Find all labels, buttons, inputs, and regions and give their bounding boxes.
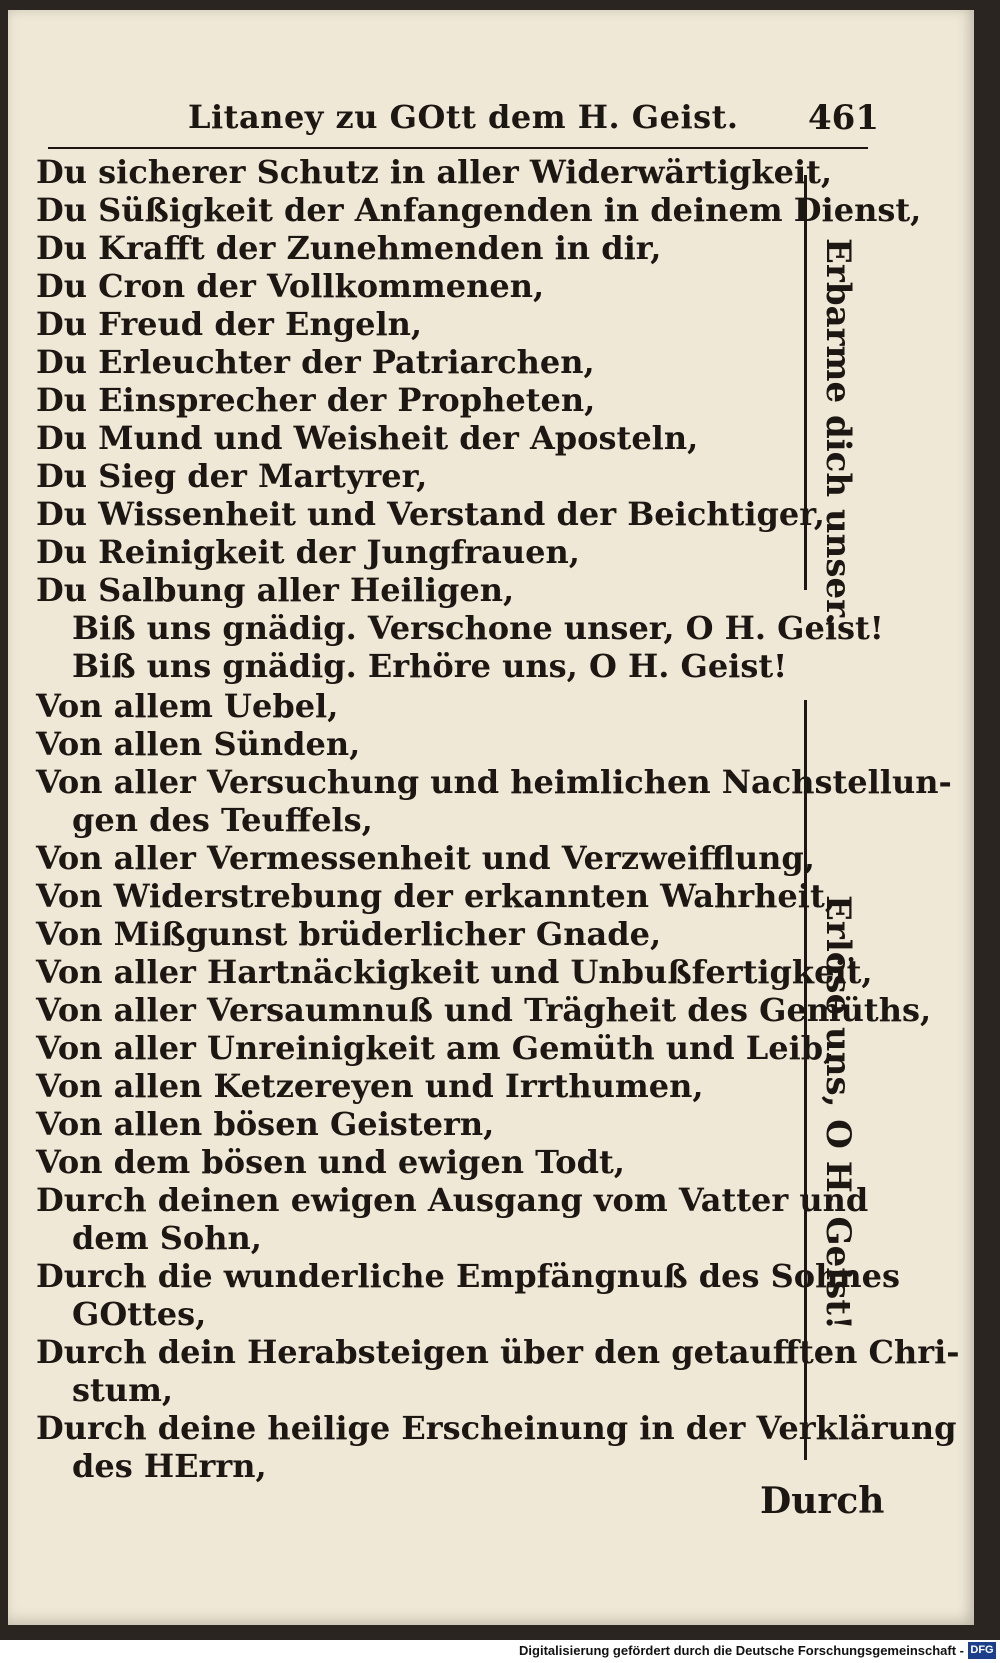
litany-line: Du Krafft der Zunehmenden in dir, [36, 229, 662, 267]
litany-line: Du Sieg der Martyrer, [36, 457, 428, 495]
litany-line: Du Wissenheit und Verstand der Beichtiger, [36, 495, 825, 533]
litany-line: Du Salbung aller Heiligen, [36, 571, 515, 609]
litany-line: Du Erleuchter der Patriarchen, [36, 343, 595, 381]
catchword: Durch [760, 1480, 885, 1522]
response-line: Biß uns gnädig. Erhöre uns, O H. Geist! [72, 647, 788, 685]
litany-line: Von allen Sünden, [36, 725, 361, 763]
side-response-2: Erlöse uns, O H. Geist! [818, 895, 858, 1330]
page-number: 461 [808, 98, 879, 138]
brace-section2 [804, 700, 807, 1460]
litany-line: Von aller Hartnäckigkeit und Unbußfertigkeit, [36, 953, 873, 991]
litany-line: Von aller Vermessenheit und Verzweifflung, [36, 839, 815, 877]
litany-line: gen des Teuffels, [72, 801, 373, 839]
litany-line: Von aller Versuchung und heimlichen Nachstellun- [36, 763, 952, 801]
litany-line: Von aller Versaumnuß und Trägheit des Gemüths, [36, 991, 932, 1029]
litany-line: Durch deine heilige Erscheinung in der Verklärung [36, 1409, 957, 1447]
book-page [8, 10, 974, 1625]
litany-line: Durch dein Herabsteigen über den getaufften Chri- [36, 1333, 960, 1371]
litany-line: Du Süßigkeit der Anfangenden in deinem Dienst, [36, 191, 922, 229]
footer-bar [0, 1640, 1000, 1663]
litany-line: Von dem bösen und ewigen Todt, [36, 1143, 625, 1181]
brace-section1 [804, 175, 807, 590]
litany-line: Du sicherer Schutz in aller Widerwärtigkeit, [36, 153, 833, 191]
litany-line: Du Freud der Engeln, [36, 305, 422, 343]
running-header: Litaney zu GOtt dem H. Geist. [188, 98, 739, 136]
response-line: Biß uns gnädig. Verschone unser, O H. Geist! [72, 609, 884, 647]
litany-line: Du Mund und Weisheit der Aposteln, [36, 419, 699, 457]
litany-line: Von Mißgunst brüderlicher Gnade, [36, 915, 662, 953]
litany-line: dem Sohn, [72, 1219, 262, 1257]
litany-line: Du Einsprecher der Propheten, [36, 381, 596, 419]
litany-line: Du Reinigkeit der Jungfrauen, [36, 533, 580, 571]
litany-line: des HErrn, [72, 1447, 267, 1485]
header-rule [48, 147, 868, 149]
litany-line: Von allen bösen Geistern, [36, 1105, 495, 1143]
litany-line: stum, [72, 1371, 174, 1409]
litany-line: GOttes, [72, 1295, 207, 1333]
litany-line: Von aller Unreinigkeit am Gemüth und Leib, [36, 1029, 835, 1067]
litany-line: Von Widerstrebung der erkannten Wahrheit, [36, 877, 836, 915]
dfg-logo-icon: DFG [968, 1642, 996, 1659]
litany-line: Du Cron der Vollkommenen, [36, 267, 545, 305]
litany-line: Durch die wunderliche Empfängnuß des Sohnes [36, 1257, 901, 1295]
side-response-1: Erbarme dich unser. [818, 238, 858, 626]
litany-line: Durch deinen ewigen Ausgang vom Vatter und [36, 1181, 869, 1219]
footer-credit: Digitalisierung gefördert durch die Deutsche Forschungsgemeinschaft - [519, 1643, 964, 1658]
litany-line: Von allen Ketzereyen und Irrthumen, [36, 1067, 704, 1105]
litany-line: Von allem Uebel, [36, 687, 339, 725]
